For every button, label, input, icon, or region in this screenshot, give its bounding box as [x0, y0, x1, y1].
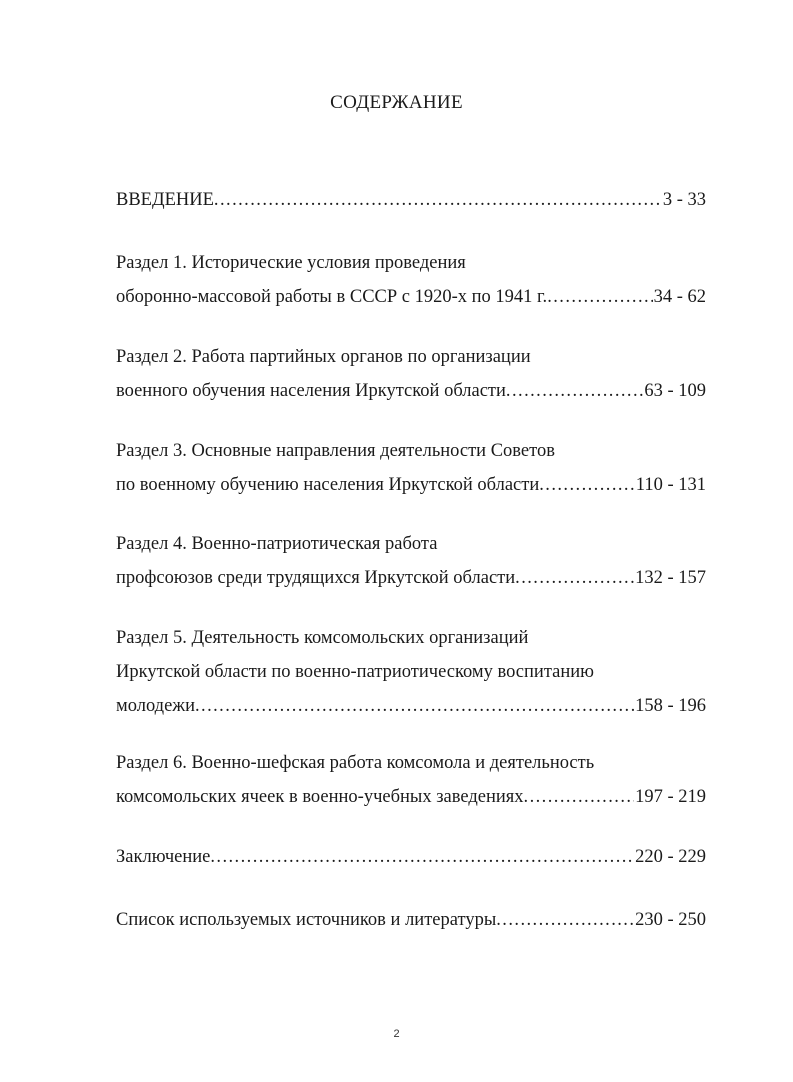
toc-leader-dots — [515, 561, 634, 595]
toc-entry-section-3 — [116, 434, 706, 502]
toc-entry-title: оборонно-массовой работы в СССР с 1920-х по 1941 г. — [116, 287, 548, 307]
toc-entry-introduction — [116, 183, 706, 217]
toc-leader-dots — [210, 840, 634, 874]
toc-line — [116, 561, 706, 595]
toc-leader-dots — [195, 689, 634, 723]
toc-entry-title: Заключение — [116, 847, 211, 867]
toc-page-range: 230 - 250 — [635, 910, 706, 930]
toc-page-range: 110 - 131 — [635, 475, 706, 495]
toc-entry-title: комсомольских ячеек в военно-учебных заведениях — [116, 787, 524, 807]
toc-entry-section-6 — [116, 746, 706, 814]
toc-leader-dots — [547, 280, 652, 314]
toc-line: Раздел 6. Военно-шефская работа комсомола и деятельность — [116, 753, 595, 773]
toc-page-range: 220 - 229 — [635, 847, 706, 867]
toc-entry-title: профсоюзов среди трудящихся Иркутской области — [116, 568, 516, 588]
toc-line — [116, 780, 706, 814]
toc-line — [116, 374, 706, 408]
toc-entry-title: молодежи — [116, 696, 195, 716]
toc-page-range: 3 - 33 — [662, 190, 706, 210]
toc-line: Раздел 2. Работа партийных органов по организации — [116, 347, 531, 367]
toc-line — [116, 183, 706, 217]
toc-page-range: 34 - 62 — [653, 287, 706, 307]
toc-page-range: 132 - 157 — [635, 568, 706, 588]
toc-line: Раздел 1. Исторические условия проведения — [116, 253, 466, 273]
toc-page-range: 63 - 109 — [644, 381, 706, 401]
toc-leader-dots — [496, 903, 634, 937]
toc-entry-bibliography — [116, 903, 706, 937]
toc-leader-dots — [524, 780, 635, 814]
toc-line: Раздел 5. Деятельность комсомольских организаций — [116, 628, 529, 648]
toc-line: Раздел 3. Основные направления деятельности Советов — [116, 441, 555, 461]
toc-line: Раздел 4. Военно-патриотическая работа — [116, 534, 438, 554]
toc-entry-title: ВВЕДЕНИЕ — [116, 190, 214, 210]
toc-entry-conclusion — [116, 840, 706, 874]
toc-page-range: 158 - 196 — [635, 696, 706, 716]
page-number: 2 — [393, 1028, 400, 1040]
toc-entry-title: Список используемых источников и литературы — [116, 910, 497, 930]
toc-line — [116, 840, 706, 874]
toc-line — [116, 903, 706, 937]
toc-entry-title: по военному обучению населения Иркутской области — [116, 475, 540, 495]
toc-entry-section-2 — [116, 340, 706, 408]
toc-leader-dots — [214, 183, 662, 217]
toc-line: Иркутской области по военно-патриотическому воспитанию — [116, 662, 594, 682]
toc-entry-section-1 — [116, 246, 706, 314]
toc-line — [116, 468, 706, 502]
toc-leader-dots — [539, 468, 635, 502]
toc-line — [116, 689, 706, 723]
toc-entry-section-5 — [116, 621, 706, 723]
toc-page-range: 197 - 219 — [635, 787, 706, 807]
page-title: СОДЕРЖАНИЕ — [330, 92, 463, 113]
toc-leader-dots — [506, 374, 643, 408]
toc-line — [116, 280, 706, 314]
toc-entry-section-4 — [116, 527, 706, 595]
toc-entry-title: военного обучения населения Иркутской области — [116, 381, 506, 401]
